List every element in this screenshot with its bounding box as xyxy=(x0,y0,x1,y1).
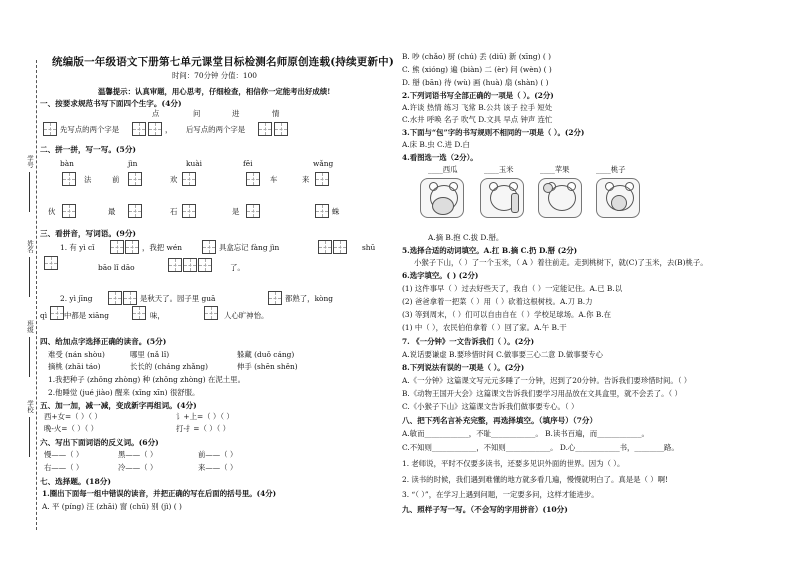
q4-options: A.摘 B.抱 C.拔 D.掰。 xyxy=(428,233,504,242)
binding-strip xyxy=(0,0,44,561)
s6-item-3: 前——（ ） xyxy=(198,450,238,459)
s3-l2e: 中都是 xiāng xyxy=(64,311,109,320)
q6-item-2: (2) 爸爸拿着一把菜（ ）用（ ）砍着这根树枝。A.刀 B.力 xyxy=(402,297,593,306)
s7-q1-row-b: B. 吵 (chǎo) 厨 (chú) 丢 (diū) 新 (xīng) ( ) xyxy=(402,52,551,61)
s3-box[interactable] xyxy=(123,291,137,305)
s3-box[interactable] xyxy=(108,291,122,305)
s5-item-2: 讠+上=（ ）（ ） xyxy=(176,412,234,421)
s8-proverb-cd: C.不知则____________，不知则____________。 D.心____________书，________路。 xyxy=(402,443,679,452)
s4-r2-1: 摘桃 (zhāi táo) xyxy=(48,362,101,371)
q4: 4.看图选一选（2分）。 xyxy=(402,153,478,162)
s3-l2c: 都熟了，kòng xyxy=(285,294,333,303)
bear-holding-peach-image xyxy=(596,178,640,218)
s3-l2g: 人心旷神怡。 xyxy=(224,311,269,320)
s3-box[interactable] xyxy=(125,240,139,254)
s2-r1-char-4: 车 xyxy=(270,175,278,184)
s3-l2a: 2. yì jīng xyxy=(60,294,93,303)
q4-pic-label-2: ____玉米 xyxy=(484,165,514,174)
s6-item-5: 冷——（ ） xyxy=(118,463,158,472)
s3-box[interactable] xyxy=(44,256,58,270)
s3-l2d: qì xyxy=(40,311,48,320)
q4-pic-label-1: ____西瓜 xyxy=(428,165,458,174)
s5-item-4: 打-扌=（ ）（ ） xyxy=(176,424,231,433)
s2-box[interactable] xyxy=(182,172,196,186)
section-4-heading: 四、给加点字选择正确的读音。(5分) xyxy=(40,337,167,346)
s3-l2b: 是秋天了。园子里 guā xyxy=(140,294,216,303)
q5: 5.选择合适的动词填空。A.扛 B.摘 C.扔 D.掰 (2分) xyxy=(402,246,578,255)
s2-pinyin-4: fēi xyxy=(243,159,253,168)
s2-box[interactable] xyxy=(246,172,260,186)
s1-box[interactable] xyxy=(148,122,162,136)
s1-line2-label: 后写点的两个字是 xyxy=(186,125,246,134)
s7-q1-row-d: D. 掰 (bān) 待 (wù) 画 (huà) 扇 (shàn) ( ) xyxy=(402,78,549,87)
s3-l1d: shū xyxy=(362,243,376,252)
s2-r1-char-2: 前 xyxy=(112,175,120,184)
exam-meta: 时间：70分钟 分值：100 xyxy=(172,71,257,80)
s2-pinyin-5: wǎng xyxy=(313,159,334,168)
section-3-heading: 三、看拼音，写词语。(9分) xyxy=(40,229,136,238)
school-label: 学校 xyxy=(26,400,34,413)
student-id-label: 学号 xyxy=(26,155,34,168)
s1-box[interactable] xyxy=(274,122,288,136)
s3-box[interactable] xyxy=(110,240,124,254)
q8-option-a: A.《一分钟》这篇课文写元元多睡了一分钟，迟到了20分钟。告诉我们要珍惜时间。（ ） xyxy=(402,376,692,385)
s2-box[interactable] xyxy=(315,172,329,186)
s4-item-1: 1.我把种子 (zhǒng zhòng) 种 (zhǒng zhòng) 在泥土里。 xyxy=(48,375,245,384)
s7-q1-row-a: A. 平 (píng) 汪 (zhāi) 窗 (chū) 别 (jì) ( ) xyxy=(42,502,182,511)
s2-box[interactable] xyxy=(246,204,260,218)
q6: 6.选字填空。( ) (2分) xyxy=(402,271,479,280)
s2-r2-char-2: 最 xyxy=(108,207,116,216)
s3-l1c: 具盒忘记 fàng jìn xyxy=(219,243,280,252)
s1-line1-label: 先写点的两个字是 xyxy=(60,125,120,134)
s2-r1-char-1: 法 xyxy=(84,175,92,184)
s1-char-4: 情 xyxy=(272,109,280,118)
section-2-heading: 二、拼一拼，写一写。(5分) xyxy=(40,145,136,154)
s6-item-4: 右——（ ） xyxy=(44,463,84,472)
student-id-line xyxy=(29,172,30,212)
s3-l1a: 1. 有 yì cǐ xyxy=(60,243,95,252)
s2-box[interactable] xyxy=(62,172,76,186)
s4-r2-3: 伸手 (shēn shěn) xyxy=(237,362,298,371)
q2-options-cd: C.水井 呼唤 名子 吹气 D.文具 早点 钟声 连忙 xyxy=(402,115,553,124)
s8-fill-2: 2. 读书的时候，我们遇到难懂的地方就多看几遍，慢慢就明白了。真是是（ ）啊! xyxy=(402,475,669,484)
q6-item-4: (1) 中（ ），农民伯伯拿着（ ）回了家。A.午 B.干 xyxy=(402,323,567,332)
s8-fill-1: 1. 老师说，平时不仅要多读书，还要多见识外面的世界。因为（ ）。 xyxy=(402,459,625,468)
name-line xyxy=(29,257,30,297)
s7-q1: 1.圈出下面每一组中错误的读音，并把正确的写在后面的括号里。(4分) xyxy=(42,489,277,498)
class-label: 班级 xyxy=(26,320,34,333)
s4-r1-1: 难受 (nán shòu) xyxy=(48,350,105,359)
s8-proverb-ab: A.敏而____________，不耻____________。 B.读书百遍，而____________。 xyxy=(402,429,649,438)
q4-pic-label-3: ____苹果 xyxy=(540,165,570,174)
s2-box[interactable] xyxy=(128,204,142,218)
s2-box[interactable] xyxy=(182,204,196,218)
q7-options: A.说话要谦虚 B.要珍惜时间 C.做事要三心二意 D.做事要专心 xyxy=(402,350,603,359)
s6-item-1: 慢——（ ） xyxy=(44,450,84,459)
section-8-heading: 八、把下列名言补充完整，再选择填空。（填序号）（7分） xyxy=(402,416,598,425)
class-line xyxy=(29,337,30,377)
s4-item-2: 2.他睡觉 (jué jiào) 醒来 (xǐng xīn) 很舒服。 xyxy=(48,388,200,397)
s7-q1-row-c: C. 熊 (xióng) 遍 (biàn) 二 (èr) 问 (wèn) ( ) xyxy=(402,65,552,74)
exam-notice: 温馨提示：认真审题，用心思考，仔细检查，相信你一定能考出好成绩! xyxy=(98,87,331,96)
s4-r1-2: 哪里 (nǎ lǐ) xyxy=(130,350,170,359)
s1-box[interactable] xyxy=(132,122,146,136)
s1-char-3: 进 xyxy=(232,109,240,118)
q8-option-c: C.《小猴子下山》这篇课文告诉我们做事要专心。（ ） xyxy=(402,402,579,411)
s8-fill-3: 3. “（ ）”，在学习上遇到问题，一定要多问，这样才能进步。 xyxy=(402,490,599,499)
s3-l1b: ，我把 wén xyxy=(142,243,182,252)
q3-options: A.床 B.虫 C.进 D.白 xyxy=(402,140,470,149)
q3: 3.下面与“包”字的书写规则不相同的一项是（ ）。(2分) xyxy=(402,128,585,137)
s3-box[interactable] xyxy=(204,306,218,320)
s2-pinyin-2: jìn xyxy=(128,159,138,168)
exam-title: 统编版一年级语文下册第七单元课堂目标检测名师原创连载(持续更新中) xyxy=(52,56,395,68)
s3-l1e: bāo lǐ dāo xyxy=(98,263,135,272)
s2-pinyin-1: bàn xyxy=(60,159,74,168)
q5-sentence: 小猴子下山，（ ）了一个玉米，（ A ）着往前走。走到桃树下，就(C)了玉米，去(B)桃子。 xyxy=(414,258,708,267)
bear-picking-apples-image xyxy=(538,178,582,218)
s6-item-2: 黑——（ ） xyxy=(118,450,158,459)
s2-box[interactable] xyxy=(62,204,76,218)
s2-r2-char-3: 石 xyxy=(170,207,178,216)
s3-box[interactable] xyxy=(132,306,146,320)
q8-option-b: B.《动物王国开大会》这篇课文告诉我们要学习用品放在文具盒里，就不会丢了。（ ） xyxy=(402,389,682,398)
section-7-heading: 七、选择题。(18分) xyxy=(40,477,111,486)
q2: 2.下列词语书写全部正确的一项是（ ）。(2分) xyxy=(402,91,554,100)
s2-r1-char-5: 来 xyxy=(302,175,310,184)
s1-box[interactable] xyxy=(258,122,272,136)
s2-box[interactable] xyxy=(128,172,142,186)
binding-dashed-line xyxy=(36,60,37,530)
section-5-heading: 五、加一加，减一减，变成新字再组词。(4分) xyxy=(40,401,197,410)
s2-r2-char-1: 伙 xyxy=(48,207,56,216)
q8: 8.下列说法有误的一项是（ ）。(2分) xyxy=(402,363,525,372)
s3-box[interactable] xyxy=(333,240,347,254)
bear-with-corn-image xyxy=(480,178,524,218)
section-9-heading: 九、照样子写一写。（不会写的字用拼音）(10分) xyxy=(402,505,568,514)
s1-char-1: 点 xyxy=(152,109,160,118)
s2-r2-char-4: 是 xyxy=(232,207,240,216)
school-line xyxy=(29,417,30,457)
section-6-heading: 六、写出下面词语的反义词。(6分) xyxy=(40,438,159,447)
s5-item-3: 晚-火=（ ）（ ） xyxy=(44,424,99,433)
s3-l1f: 了。 xyxy=(230,263,245,272)
name-label: 姓名 xyxy=(26,240,34,253)
s2-box[interactable] xyxy=(315,204,329,218)
s3-box[interactable] xyxy=(168,258,182,272)
q4-pic-label-4: ____桃子 xyxy=(596,165,626,174)
s5-item-1: 西+女=（ ）（ ） xyxy=(44,412,102,421)
s6-item-6: 来——（ ） xyxy=(198,463,238,472)
q6-item-1: (1) 这件事早（ ）过去好些天了，我自（ ）一定能记住。A.已 B.以 xyxy=(402,284,623,293)
s1-box[interactable] xyxy=(43,122,57,136)
s1-char-2: 问 xyxy=(193,109,201,118)
s3-box[interactable] xyxy=(268,291,282,305)
q7: 7. 《一分钟》一文告诉我们（ ）。(2分) xyxy=(402,337,535,346)
section-1-heading: 一、按要求规范书写下面四个生字。(4分) xyxy=(40,99,182,108)
s2-r1-char-3: 欢 xyxy=(170,175,178,184)
s3-box[interactable] xyxy=(318,240,332,254)
s2-pinyin-3: kuài xyxy=(186,159,203,168)
s3-box[interactable] xyxy=(183,258,197,272)
s3-box[interactable] xyxy=(202,240,216,254)
comma: ， xyxy=(165,125,173,134)
s3-box[interactable] xyxy=(50,306,64,320)
q6-item-3: (3) 等到周末，（ ）们可以自由自在（ ）学校足球场。A.你 B.在 xyxy=(402,310,612,319)
bear-holding-watermelon-image xyxy=(420,178,464,218)
s4-r2-2: 长长的 (cháng zhǎng) xyxy=(130,362,208,371)
s3-box[interactable] xyxy=(198,258,212,272)
q2-options-ab: A.许谈 热情 练习 飞常 B.公共 该子 拉手 短处 xyxy=(402,103,553,112)
s3-l2f: 味， xyxy=(150,311,165,320)
s2-r2-char-5: 蛛 xyxy=(332,207,340,216)
s4-r1-3: 躲藏 (duǒ cáng) xyxy=(237,350,295,359)
